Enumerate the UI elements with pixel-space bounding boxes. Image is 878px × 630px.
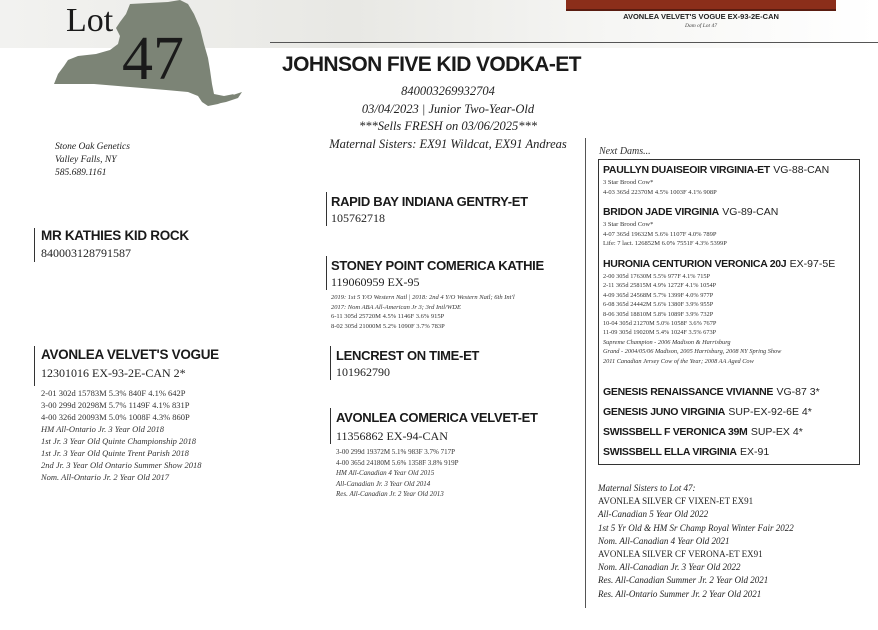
- maternal-sister-honor: All-Canadian 5 Year Old 2022: [598, 509, 709, 520]
- dam-honor: HM All-Ontario Jr. 3 Year Old 2018: [41, 424, 165, 434]
- next-dam-line: Grand - 2004/05/06 Madison, 2005 Harrisburg, 2008 NY Spring Show: [603, 348, 782, 356]
- sire-dam-record: 8-02 305d 21000M 5.2% 1090F 3.7% 783P: [331, 322, 445, 330]
- lot-birthdate-class: 03/04/2023 | Junior Two-Year-Old: [361, 101, 535, 116]
- next-dam-line: 4-07 365d 19632M 5.6% 1107F 4.0% 789P: [603, 230, 717, 238]
- lot-details: [300, 83, 596, 153]
- next-dam-name: SWISSBELL ELLA VIRGINIA: [603, 446, 737, 458]
- lot-maternal-sisters: Maternal Sisters: EX91 Wildcat, EX91 Andreas: [329, 136, 567, 151]
- next-dam-line: Supreme Champion - 2006 Madison & Harrisburg: [603, 338, 731, 346]
- consignor-location: Valley Falls, NY: [55, 155, 117, 165]
- sire-name: MR KATHIES KID ROCK: [41, 228, 189, 243]
- next-dam-name: GENESIS RENAISSANCE VIVIANNE: [603, 386, 774, 398]
- next-dam-entry: [603, 164, 857, 197]
- dam-photo-subcaption: Dam of Lot 47: [685, 23, 717, 29]
- dam-sire-registration: 101962790: [336, 365, 390, 379]
- next-dam-line: 2-00 305d 17630M 5.5% 977F 4.1% 715P: [603, 273, 711, 280]
- next-dam-line: 2-11 365d 25815M 4.9% 1272F 4.1% 1054P: [603, 282, 717, 290]
- next-dam-score: EX-97-5E: [789, 258, 836, 270]
- next-dam-line: 10-04 305d 21270M 5.0% 1058F 3.6% 767P: [603, 320, 717, 328]
- next-dam-line: 8-06 305d 18810M 5.8% 1089F 3.9% 732P: [603, 310, 714, 318]
- next-dam-score: EX-91: [740, 446, 770, 458]
- dam-name: AVONLEA VELVET'S VOGUE: [41, 347, 219, 362]
- maternal-sister-honor: Nom. All-Canadian 4 Year Old 2021: [598, 535, 730, 546]
- dam-registration: 12301016 EX-93-2E-CAN 2*: [41, 366, 186, 380]
- next-dam-name: HURONIA CENTURION VERONICA 20J: [603, 258, 787, 270]
- next-dam-name: PAULLYN DUAISEOIR VIRGINIA-ET: [603, 164, 770, 176]
- dam-photo-caption: AVONLEA VELVET'S VOGUE EX-93-2E-CAN: [623, 12, 779, 21]
- next-dam-entry: [603, 426, 857, 438]
- sire-dam-name: STONEY POINT COMERICA KATHIE: [331, 258, 544, 273]
- consignor-name: Stone Oak Genetics: [55, 142, 130, 152]
- maternal-sister-name: AVONLEA SILVER CF VERONA-ET EX91: [598, 549, 763, 560]
- next-dam-name: GENESIS JUNO VIRGINIA: [603, 406, 726, 418]
- sire-sire-registration: 105762718: [331, 211, 385, 225]
- consignor-phone: 585.689.1161: [55, 168, 107, 178]
- maternal-sister-honor: 1st 5 Yr Old & HM Sr Champ Royal Winter Fair 2022: [598, 522, 794, 533]
- lot-sells-note: ***Sells FRESH on 03/06/2025***: [358, 119, 538, 133]
- dam-dam-honor: HM All-Canadian 4 Year Old 2015: [336, 469, 435, 477]
- next-dam-line: Life: 7 lact. 126852M 6.0% 7551F 4.3% 5399P: [603, 240, 727, 248]
- next-dam-name: BRIDON JADE VIRGINIA: [603, 206, 719, 218]
- dam-dam-honor: All-Canadian Jr. 3 Year Old 2014: [336, 479, 431, 488]
- sire-dam-note: 2017: Nom ABA All-American Jr 3; 3rd Intl/WDE: [331, 303, 461, 311]
- dam-honor: 1st Jr. 3 Year Old Quinte Trent Parish 2018: [41, 448, 189, 458]
- sire-sire-name: RAPID BAY INDIANA GENTRY-ET: [331, 194, 528, 209]
- sire-dam-registration: 119060959 EX-95: [331, 275, 420, 289]
- next-dam-entry: [603, 206, 857, 249]
- next-dam-score: SUP-EX-92-6E 4*: [728, 406, 812, 418]
- maternal-sister-honor: Res. All-Canadian Summer Jr. 2 Year Old 2021: [598, 575, 769, 586]
- next-dam-score: SUP-EX 4*: [750, 426, 803, 438]
- dam-records: [41, 387, 202, 483]
- dam-dam-registration: 11356862 EX-94-CAN: [336, 429, 448, 443]
- next-dam-line: 6-08 365d 24442M 5.6% 1380F 3.9% 955P: [603, 301, 714, 309]
- next-dams-heading: Next Dams...: [599, 146, 651, 157]
- sire-dam-bracket: [326, 256, 327, 290]
- dam-record: 2-01 302d 15783M 5.3% 840F 4.1% 642P: [41, 388, 186, 398]
- maternal-sister-honor: Nom. All-Canadian Jr. 3 Year Old 2022: [598, 562, 741, 573]
- next-dam-entry: [603, 446, 857, 458]
- dam-sire-bracket: [330, 346, 331, 380]
- sire-dam-notes: [331, 293, 515, 331]
- next-dam-name: SWISSBELL F VERONICA 39M: [603, 426, 748, 438]
- maternal-sister-name: AVONLEA SILVER CF VIXEN-ET EX91: [598, 496, 754, 507]
- dam-dam-bracket: [330, 408, 331, 444]
- next-dam-line: 4-09 365d 24568M 5.7% 1399F 4.0% 977P: [603, 291, 714, 299]
- dam-honor: Nom. All-Ontario Jr. 2 Year Old 2017: [41, 472, 169, 482]
- next-dam-line: 3 Star Brood Cow*: [603, 179, 654, 186]
- next-dam-score: VG-88-CAN: [773, 164, 830, 176]
- sire-dam-record: 6-11 305d 25720M 4.5% 1146F 3.6% 915P: [331, 313, 445, 321]
- lot-number: 47: [122, 25, 184, 93]
- dam-dam-notes: [336, 447, 459, 500]
- dam-dam-honor: Res. All-Canadian Jr. 2 Year Old 2013: [336, 490, 444, 498]
- next-dam-line: 4-03 365d 22370M 4.5% 1003F 4.1% 908P: [603, 188, 717, 196]
- maternal-sisters-block: [598, 482, 794, 601]
- next-dam-score: VG-87 3*: [776, 386, 820, 398]
- lot-animal-name: JOHNSON FIVE KID VODKA-ET: [282, 53, 581, 76]
- consignor-block: [55, 141, 130, 180]
- sire-sire-bracket: [326, 192, 327, 226]
- next-dam-entry: [603, 258, 857, 366]
- next-dams-box: [598, 159, 860, 465]
- next-dam-score: VG-89-CAN: [722, 206, 779, 218]
- sire-dam-note: 2019: 1st 5 Y/O Western Natl | 2018: 2nd 4 Y/O Western Natl; 6th Int'l: [331, 294, 515, 301]
- next-dam-entry: [603, 406, 857, 418]
- dam-photo: [566, 0, 836, 11]
- dam-record: 3-00 299d 20298M 5.7% 1149F 4.1% 831P: [41, 400, 190, 410]
- sisters-bracket: [585, 138, 586, 608]
- next-dam-line: 3 Star Brood Cow*: [603, 221, 654, 228]
- lot-label: Lot: [66, 2, 114, 39]
- lot-registration-number: 840003269932704: [401, 84, 495, 98]
- next-dam-entry: [603, 386, 857, 398]
- header-divider: [270, 42, 878, 43]
- dam-bracket: [34, 346, 35, 386]
- next-dam-line: 11-09 305d 19020M 5.4% 1024F 3.5% 673P: [603, 329, 717, 337]
- sire-bracket: [34, 228, 35, 262]
- dam-sire-name: LENCREST ON TIME-ET: [336, 348, 480, 363]
- maternal-sister-honor: Res. All-Ontario Summer Jr. 2 Year Old 2021: [598, 588, 762, 599]
- next-dam-line: 2011 Canadian Jersey Cow of the Year; 2008 AA Aged Cow: [603, 357, 754, 365]
- dam-dam-record: 4-00 365d 24180M 5.6% 1358F 3.8% 919P: [336, 458, 459, 467]
- sire-registration: 840003128791587: [41, 246, 131, 260]
- dam-record: 4-00 326d 20093M 5.0% 1008F 4.3% 860P: [41, 412, 190, 422]
- dam-honor: 1st Jr. 3 Year Old Quinte Championship 2018: [41, 436, 197, 446]
- dam-dam-record: 3-00 299d 19372M 5.1% 983F 3.7% 717P: [336, 448, 456, 456]
- dam-honor: 2nd Jr. 3 Year Old Ontario Summer Show 2018: [41, 460, 202, 470]
- dam-dam-name: AVONLEA COMERICA VELVET-ET: [336, 410, 538, 425]
- maternal-sisters-heading: Maternal Sisters to Lot 47:: [598, 483, 696, 493]
